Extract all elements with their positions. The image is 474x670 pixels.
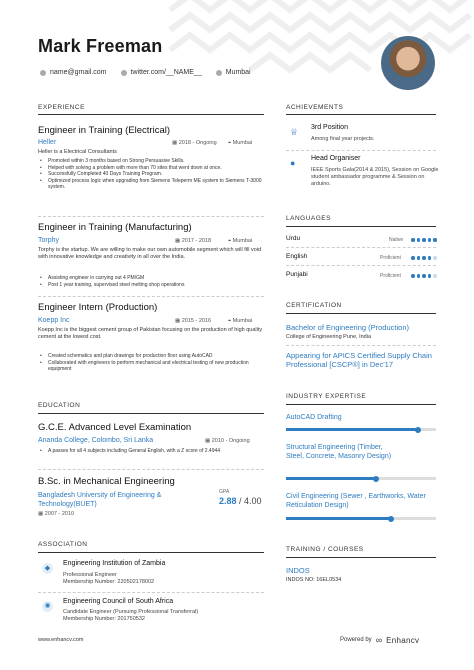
- achievement-title: Head Organiser: [311, 155, 361, 162]
- bullet: • Successfully Completed 40 Days Training Program.: [40, 171, 262, 178]
- gpa-label: GPA: [219, 489, 230, 495]
- languages-rule: [286, 226, 436, 227]
- level-dot: [428, 274, 432, 278]
- language-level: Proficient: [380, 255, 401, 261]
- achievement-desc: Among final year projects.: [311, 136, 375, 142]
- degree-title: G.C.E. Advanced Level Examination: [38, 422, 192, 433]
- divider: [286, 150, 436, 151]
- skill-bar: [286, 428, 436, 431]
- job-description: Heller is a Electrical Consultants: [38, 149, 117, 155]
- footer-brand[interactable]: [340, 635, 419, 645]
- edu-bullets: [40, 448, 260, 455]
- location-contact: [216, 69, 251, 76]
- gpa-value: 2.88 / 4.00: [219, 496, 262, 506]
- achievement-title: 3rd Position: [311, 124, 348, 131]
- bullet: • Post 1 year training, supervised steel melting shop operations: [40, 282, 262, 289]
- brand-name: Enhancv: [386, 635, 420, 645]
- training-title[interactable]: INDOS: [286, 566, 310, 575]
- skill-bar: [286, 517, 436, 520]
- certification-issuer: College of Engineering Pune, India: [286, 334, 372, 340]
- association-number: Membership Number: 220502178002: [63, 579, 155, 585]
- location-text: Mumbai: [225, 69, 251, 76]
- job-description: Koepp Inc is the biggest cement group of Pakistan focusing on the production of high quality cement at the lowest cost.: [38, 327, 263, 340]
- level-dot: [433, 274, 437, 278]
- job-location: ⌖ Mumbai: [228, 140, 253, 146]
- company-name[interactable]: Torphy: [38, 237, 60, 244]
- medal-icon: ♕: [290, 127, 299, 137]
- job-dates: ▦ 2018 - Ongoing: [172, 140, 217, 146]
- twitter-text: twitter.com/__NAME__: [130, 69, 202, 76]
- job-description: Torphy is the startup. We are willing to make our own automobile segment which will fill void with innovative knowledge and creativity in all over the India.: [38, 247, 262, 260]
- skill-bar-knob: [373, 476, 379, 482]
- expertise-heading: INDUSTRY EXPERTISE: [286, 393, 367, 400]
- skill-label: AutoCAD Drafting: [286, 414, 342, 421]
- skill-bar-fill: [286, 477, 376, 480]
- education-rule: [38, 413, 264, 414]
- language-dots: [411, 256, 437, 260]
- achievements-heading: ACHIEVEMENTS: [286, 104, 344, 111]
- level-dot: [428, 238, 432, 242]
- language-level: Native: [389, 237, 404, 243]
- job-title: Engineer in Training (Electrical): [38, 125, 171, 136]
- association-number: Membership Number: 201750532: [63, 616, 145, 622]
- skill-bar: [286, 477, 436, 480]
- experience-rule: [38, 114, 264, 115]
- certification-title[interactable]: Appearing for APICS Certified Supply Chain Professional [CSCP®] in Dec'17: [286, 351, 432, 369]
- divider: [286, 247, 436, 248]
- diamond-icon: ◆: [42, 563, 53, 574]
- association-role: Candidate Engineer (Pursuing Professional Transferral): [63, 609, 199, 615]
- job-title: Engineer Intern (Production): [38, 302, 158, 313]
- association-title: Engineering Council of South Africa: [63, 598, 174, 605]
- bullet: • Optimized process logic when upgrading from Siemens Teleperm ME system to Siemens T-3000 system.: [40, 178, 262, 191]
- bullet: • Helped with solving a problem with more than 70 sites that went down at once.: [40, 165, 262, 172]
- experience-heading: EXPERIENCE: [38, 104, 85, 111]
- divider: [38, 296, 264, 297]
- school-name[interactable]: Bangladesh University of Engineering & Technology(BUET): [38, 492, 162, 508]
- level-dot: [422, 256, 426, 260]
- divider: [38, 592, 264, 593]
- job-dates: ▦ 2017 - 2018: [175, 238, 212, 244]
- languages-heading: LANGUAGES: [286, 215, 331, 222]
- job-dates: ▦ 2015 - 2016: [175, 318, 212, 324]
- language-name: Urdu: [286, 235, 301, 242]
- level-dot: [433, 256, 437, 260]
- twitter-icon: [121, 70, 127, 76]
- bullet: • Created schematics and plan drawings for production floor using AutoCAD: [40, 353, 262, 360]
- language-dots: [411, 238, 437, 242]
- level-dot: [417, 274, 421, 278]
- powered-by-text: Powered by: [340, 637, 372, 643]
- training-heading: TRAINING / COURSES: [286, 546, 364, 553]
- job-title: Engineer in Training (Manufacturing): [38, 222, 192, 233]
- divider: [38, 469, 264, 470]
- skill-label: Civil Engineering (Sewer , Earthworks, Water Reticulation Design): [286, 493, 426, 509]
- skill-bar-knob: [388, 516, 394, 522]
- language-name: English: [286, 253, 308, 260]
- level-dot: [417, 238, 421, 242]
- bullet: • Promoted within 3 months based on Strong Persuasive Skills.: [40, 158, 262, 165]
- location-pin-icon: [216, 70, 222, 76]
- school-name[interactable]: Ananda College, Colombo, Sri Lanka: [38, 437, 154, 444]
- company-name[interactable]: Heller: [38, 139, 57, 146]
- enhancv-logo-icon: ∞: [375, 635, 383, 645]
- association-role: Professional Engineer: [63, 572, 117, 578]
- email-text: name@gmail.com: [50, 69, 107, 76]
- association-rule: [38, 552, 264, 553]
- job-bullets: [40, 275, 262, 288]
- profile-photo: [381, 36, 435, 90]
- level-dot: [411, 274, 415, 278]
- language-name: Punjabi: [286, 271, 308, 278]
- edu-dates: ▦ 2007 - 2010: [38, 511, 75, 517]
- level-dot: [411, 256, 415, 260]
- training-desc: INDOS NO: 16EL0534: [286, 577, 342, 583]
- education-heading: EDUCATION: [38, 402, 81, 409]
- language-level: Proficient: [380, 273, 401, 279]
- training-rule: [286, 557, 436, 558]
- job-bullets: [40, 353, 262, 373]
- certification-title[interactable]: Bachelor of Engineering (Production): [286, 323, 409, 332]
- divider: [286, 265, 436, 266]
- level-dot: [422, 274, 426, 278]
- degree-title: B.Sc. in Mechanical Engineering: [38, 476, 175, 487]
- expertise-rule: [286, 404, 436, 405]
- gear-icon: ✺: [42, 601, 53, 612]
- email-contact[interactable]: [40, 69, 107, 76]
- level-dot: [417, 256, 421, 260]
- skill-bar-knob: [415, 427, 421, 433]
- level-dot: [428, 256, 432, 260]
- divider: [38, 216, 264, 217]
- skill-bar-fill: [286, 428, 418, 431]
- skill-bar-fill: [286, 517, 391, 520]
- association-title: Engineering Institution of Zambia: [63, 560, 166, 567]
- skill-label: Structural Engineering (Timber, Steel, Concrete, Masonry Design): [286, 444, 392, 460]
- bullet: • A passes for all 4 subjects including General English, with a Z score of 2.4944: [40, 448, 260, 455]
- bullet: • Collaborated with engineers to perform mechanical and electrical testing of new production equipment: [40, 360, 262, 373]
- divider: [286, 345, 436, 346]
- certification-rule: [286, 313, 436, 314]
- language-dots: [411, 274, 437, 278]
- bullet: • Assisting engineer in carrying out 4 PM/GM: [40, 275, 262, 282]
- level-dot: [411, 238, 415, 242]
- twitter-contact[interactable]: [121, 69, 202, 76]
- level-dot: [433, 238, 437, 242]
- job-location: ⌖ Mumbai: [228, 238, 253, 244]
- level-dot: [422, 238, 426, 242]
- contact-row: [40, 69, 251, 76]
- association-heading: ASSOCIATION: [38, 541, 88, 548]
- edu-dates: ▦ 2010 - Ongoing: [205, 438, 250, 444]
- job-bullets: [40, 158, 262, 191]
- resume-name: Mark Freeman: [38, 36, 163, 56]
- certification-heading: CERTIFICATION: [286, 302, 342, 309]
- at-icon: [40, 70, 46, 76]
- achievements-rule: [286, 114, 436, 115]
- company-name[interactable]: Koepp Inc: [38, 317, 70, 324]
- achievement-desc: IEEE Sports Gala(2014 & 2015), Session on Google student ambassador programme & Session on arduino.: [311, 167, 439, 187]
- job-location: ⌖ Mumbai: [228, 318, 253, 324]
- user-icon: ●: [290, 158, 296, 168]
- footer-site[interactable]: www.enhancv.com: [38, 637, 84, 643]
